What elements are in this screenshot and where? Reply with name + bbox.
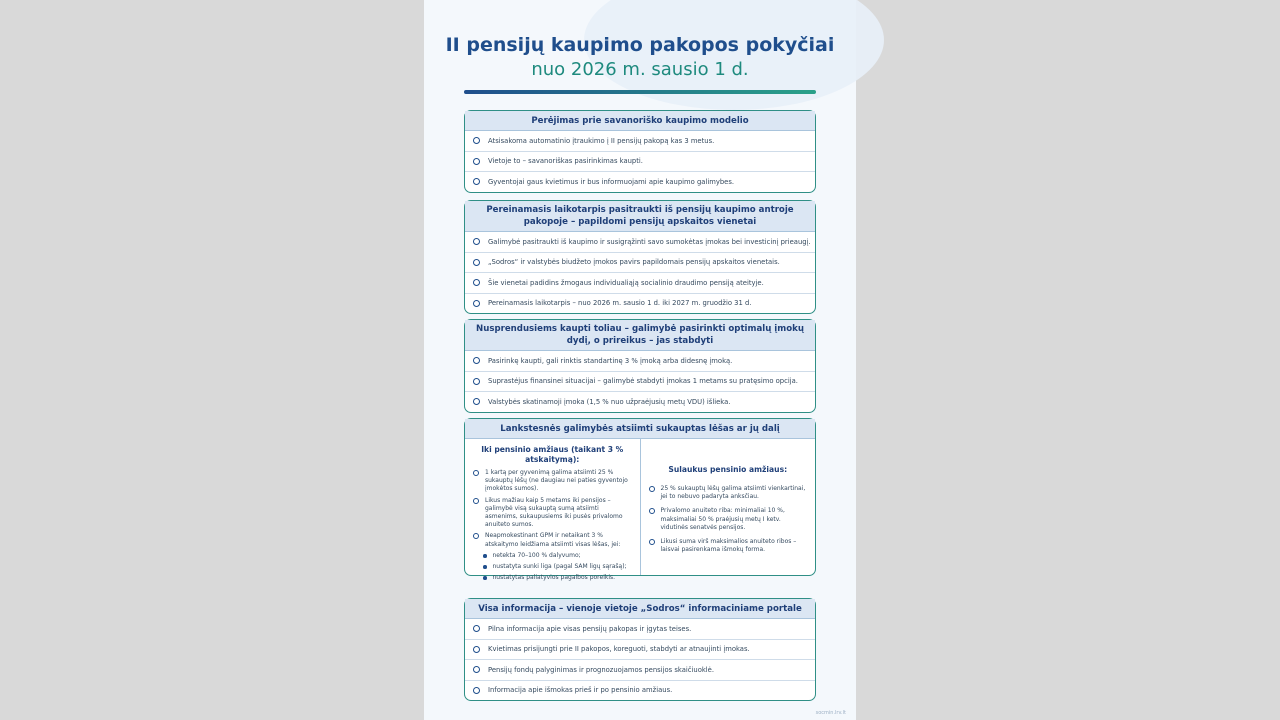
circle-bullet-icon (473, 646, 480, 653)
section-voluntary-model (464, 110, 816, 193)
list-item: Likusi suma virš maksimalios anuiteto ribos – laisvai pasirenkama išmokų forma. (649, 538, 808, 554)
page-title: II pensijų kaupimo pakopos pokyčiai (445, 34, 835, 56)
list-item: Valstybės skatinamoji įmoka (1,5 % nuo užpraėjusių metų VDU) išlieka. (465, 392, 815, 412)
circle-bullet-icon (473, 238, 480, 245)
circle-bullet-icon (473, 158, 480, 165)
list-item: Pasirinkę kaupti, gali rinktis standartinę 3 % įmoką arba didesnę įmoką. (465, 351, 815, 372)
column-heading: Sulaukus pensinio amžiaus: (668, 465, 788, 474)
list-item: Informacija apie išmokas prieš ir po pensinio amžiaus. (465, 681, 815, 701)
sub-list-item: nustatytas paliatyvios pagalbos poreikis. (483, 574, 632, 582)
circle-bullet-icon (473, 178, 480, 185)
section-heading: Perėjimas prie savanoriško kaupimo modelio (465, 111, 815, 131)
section-heading: Pereinamasis laikotarpis pasitraukti iš pensijų kaupimo antroje pakopoje – papildomi pensijų apskaitos vienetai (465, 201, 815, 232)
circle-bullet-icon (473, 470, 479, 476)
list-item: 1 kartą per gyvenimą galima atsiimti 25 % sukauptų lėšų (ne daugiau nei paties gyventojo įmokėtos sumos). (473, 469, 632, 494)
list-item: „Sodros“ ir valstybės biudžeto įmokos pavirs papildomais pensijų apskaitos vienetais. (465, 253, 815, 274)
sub-list-item: netekta 70–100 % dalyvumo; (483, 552, 632, 560)
withdrawal-columns (465, 439, 815, 581)
circle-bullet-icon (473, 687, 480, 694)
list-item: Gyventojai gaus kvietimus ir bus informuojami apie kaupimo galimybes. (465, 172, 815, 192)
footer-url: socmin.lrv.lt (815, 710, 846, 716)
circle-bullet-icon (473, 498, 479, 504)
section-info-portal (464, 598, 816, 701)
section-heading: Visa informacija – vienoje vietoje „Sodros“ informaciniame portale (465, 599, 815, 619)
poster (424, 0, 856, 720)
column-before-retirement (465, 439, 640, 581)
list-item: Kvietimas prisijungti prie II pakopos, koreguoti, stabdyti ar atnaujinti įmokas. (465, 640, 815, 661)
circle-bullet-icon (473, 398, 480, 405)
circle-bullet-icon (473, 533, 479, 539)
list-item: Šie vienetai padidins žmogaus individualiąją socialinio draudimo pensiją ateityje. (465, 273, 815, 294)
circle-bullet-icon (473, 625, 480, 632)
dot-bullet-icon (483, 554, 487, 558)
list-item: Pilna informacija apie visas pensijų pakopas ir įgytas teises. (465, 619, 815, 640)
circle-bullet-icon (473, 666, 480, 673)
list-item: Galimybė pasitraukti iš kaupimo ir susigrąžinti savo sumokėtas įmokas bei investicinį prieaugį. (465, 232, 815, 253)
circle-bullet-icon (473, 259, 480, 266)
dot-bullet-icon (483, 565, 487, 569)
list-item: Vietoje to – savanoriškas pasirinkimas kaupti. (465, 152, 815, 173)
sub-list-item: nustatyta sunki liga (pagal SAM ligų sąrašą); (483, 563, 632, 571)
list-item: Privalomo anuiteto riba: minimaliai 10 %, maksimaliai 50 % praėjusių metų I ketv. vidutinės senatvės pensijos. (649, 507, 808, 532)
list-item: Neapmokestinant GPM ir netaikant 3 % atskaitymo leidžiama atsiimti visas lėšas, jei: (473, 532, 632, 548)
circle-bullet-icon (649, 486, 655, 492)
section-withdrawal (464, 418, 816, 581)
circle-bullet-icon (473, 279, 480, 286)
dot-bullet-icon (483, 576, 487, 580)
column-heading: Iki pensinio amžiaus (taikant 3 % atskaitymą): (481, 445, 624, 464)
list-item: Atsisakoma automatinio įtraukimo į II pensijų pakopą kas 3 metus. (465, 131, 815, 152)
list-item: Pensijų fondų palyginimas ir prognozuojamos pensijos skaičiuoklė. (465, 660, 815, 681)
page-subtitle: nuo 2026 m. sausio 1 d. (531, 59, 749, 80)
list-item: Pereinamasis laikotarpis – nuo 2026 m. sausio 1 d. iki 2027 m. gruodžio 31 d. (465, 294, 815, 314)
circle-bullet-icon (473, 137, 480, 144)
circle-bullet-icon (649, 508, 655, 514)
circle-bullet-icon (473, 357, 480, 364)
circle-bullet-icon (473, 378, 480, 385)
title-divider (464, 90, 816, 94)
section-heading: Lankstesnės galimybės atsiimti sukauptas lėšas ar jų dalį (465, 419, 815, 439)
section-continue-saving (464, 319, 816, 413)
section-transition-period (464, 200, 816, 314)
list-item: Suprastėjus finansinei situacijai – galimybė stabdyti įmokas 1 metams su pratęsimo opcija. (465, 372, 815, 393)
circle-bullet-icon (473, 300, 480, 307)
list-item: 25 % sukauptų lėšų galima atsiimti vienkartinai, jei to nebuvo padaryta anksčiau. (649, 485, 808, 501)
circle-bullet-icon (649, 539, 655, 545)
section-heading: Nusprendusiems kaupti toliau – galimybė pasirinkti optimalų įmokų dydį, o prireikus – jas stabdyti (465, 320, 815, 351)
list-item: Likus mažiau kaip 5 metams iki pensijos – galimybė visą sukauptą sumą atsiimti asmenims, sukaupusiems iki pusės privalomo anuiteto sumos. (473, 497, 632, 530)
column-after-retirement (640, 439, 816, 575)
